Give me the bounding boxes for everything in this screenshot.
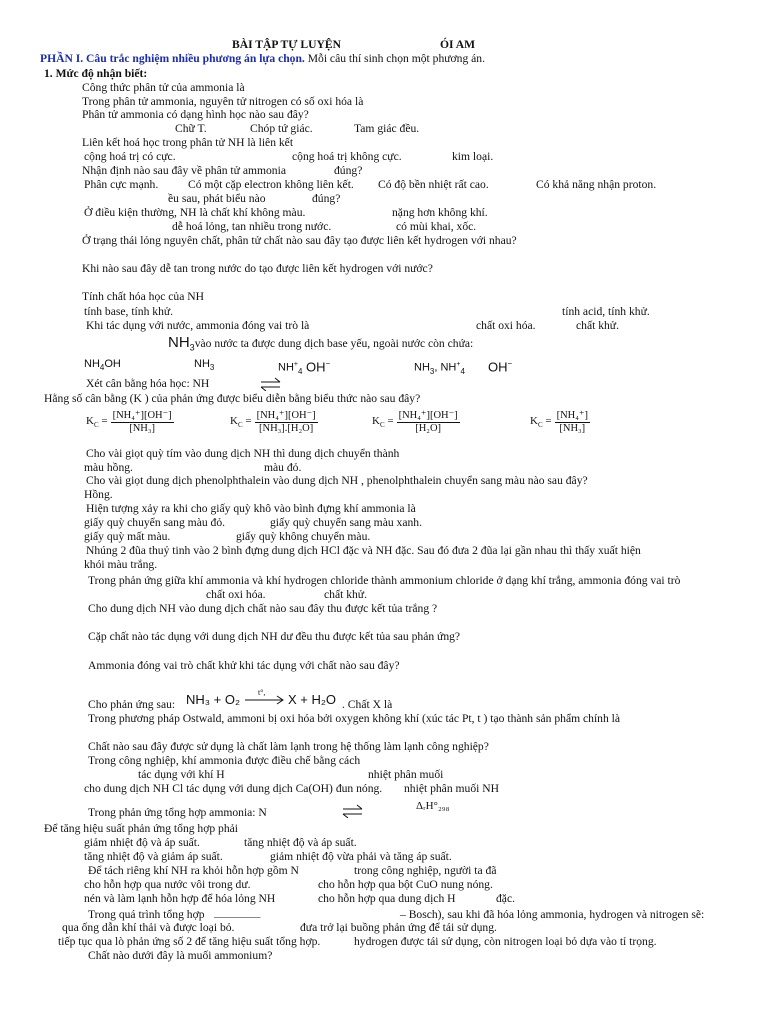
opt-f-sup: − (507, 359, 513, 368)
q25-opt-b: nhiệt phân muối (368, 768, 444, 781)
q21: Ammonia đóng vai trò chất khử khi tác dụng với chất nào sau đây? (88, 659, 400, 672)
q29-opt-c: tiếp tục qua lò phản ứng số 2 để tăng hiệu suất tổng hợp. (58, 935, 321, 948)
reaction-arrow-icon (244, 694, 286, 706)
q16-opt-d: giấy quỳ không chuyển màu. (236, 530, 371, 543)
q29-cont: – Bosch), sau khi đã hóa lỏng ammonia, hydrogen và nitrogen sẽ: (400, 908, 705, 921)
q11 (168, 336, 473, 354)
q5-opt-d: Có khả năng nhận proton. (536, 178, 657, 191)
q26: Trong phản ứng tổng hợp ammonia: N (88, 806, 267, 819)
q29-opt-d: hydrogen được tái sử dụng, còn nitrogen loại bỏ dựa vào tỉ trọng. (354, 935, 657, 948)
q11-opt-f (488, 357, 512, 373)
kc-k: K (230, 415, 238, 428)
opt-c-sub: 4 (297, 366, 303, 376)
q19: Cho dung dịch NH vào dung dịch chất nào sau đây thu được kết tủa trắng ? (88, 602, 438, 615)
q14-opt-a: màu hồng. (84, 461, 133, 474)
title-left: BÀI TẬP TỰ LUYỆN (232, 38, 341, 51)
q18: Trong phản ứng giữa khí ammonia và khí hydrogen chloride thành ammonium chloride ở dạng khí trắng, ammonia đóng vai trò (88, 574, 681, 587)
opt-a-oh: OH (104, 358, 121, 370)
nh3-sub: 3 (189, 342, 195, 353)
kc-sub: C (537, 421, 543, 430)
q14-opt-b: màu đỏ. (264, 461, 302, 474)
q27-opt-b: tăng nhiệt độ và áp suất. (244, 836, 357, 849)
q4-opt-c: kim loại. (452, 150, 494, 163)
q25-opt-c: cho dung dịch NH Cl tác dụng với dung dịch Ca(OH) đun nóng. (84, 782, 383, 795)
section-tail: Mỗi câu thí sinh chọn một phương án. (304, 52, 485, 65)
q27-opt-a: giảm nhiệt độ và áp suất. (84, 836, 200, 849)
section-head: PHẦN I. Câu trắc nghiệm nhiều phương án lựa chọn. (40, 52, 305, 65)
frac-a-num: [NH₄⁺][OH⁻] (112, 410, 172, 421)
frac-d-num: [NH₄⁺] (556, 410, 588, 421)
opt-e-sub2: 4 (460, 366, 465, 376)
opt-d-oh: OH (306, 359, 326, 375)
q28-opt-b: cho hỗn hợp qua bột CuO nung nóng. (318, 878, 493, 891)
q11-opt-e (414, 358, 465, 378)
q3: Phân tử ammonia có dạng hình học nào sau đây? (82, 108, 309, 121)
q25: Trong công nghiệp, khí ammonia được điều chế bằng cách (88, 754, 361, 767)
q29: Trong quá trình tổng hợp (88, 908, 205, 921)
kc-label: $K_C$ = (530, 415, 552, 430)
kc-option-a (86, 410, 174, 435)
nh3-formula: NH (168, 334, 190, 351)
q5-end: đúng? (334, 164, 363, 177)
q15: Cho vài giọt dung dịch phenolphthalein vào dung dịch NH , phenolphthalein chuyển sang màu nào sau đây? (86, 474, 588, 487)
opt-e-comma: , NH (434, 361, 457, 374)
q29-opt-a: qua ống dẫn khí thải và được loại bỏ. (62, 921, 235, 934)
q17: Nhúng 2 đũa thuỷ tinh vào 2 bình đựng dung dịch HCl đặc và NH đặc. Sau đó đưa 2 đũa lại gần nhau thì thấy xuất hiện (86, 544, 641, 557)
q3-opt-a: Chữ T. (175, 122, 207, 135)
q1: Công thức phân tử của ammonia là (82, 81, 245, 94)
opt-a-sub: 4 (99, 363, 105, 373)
q18-opt-a: chất oxi hóa. (206, 588, 266, 601)
q9: Tính chất hóa học của NH (82, 290, 205, 303)
q28: Để tách riêng khí NH ra khỏi hỗn hợp gồm N (88, 864, 299, 877)
q20: Cặp chất nào tác dụng với dung dịch NH dư đều thu được kết tủa sau phản ứng? (88, 630, 461, 643)
q10-opt-a: chất oxi hóa. (476, 319, 536, 332)
frac-b-num: [NH₄⁺][OH⁻] (256, 410, 316, 421)
q26-enthalpy: ΔᵣH°₂₉₈ (416, 800, 450, 812)
q11-opt-b (194, 358, 214, 374)
q12: Xét cân bằng hóa học: NH (86, 377, 210, 390)
q22-end: . Chất X là (342, 698, 393, 711)
opt-c-sup: + (293, 361, 298, 368)
q7: Ở trạng thái lỏng nguyên chất, phân tử chất nào sau đây tạo được liên kết hydrogen với nhau? (82, 234, 517, 247)
q4: Liên kết hoá học trong phân tử NH là liên kết (82, 136, 294, 149)
frac-a-den: [NH₃] (129, 423, 156, 434)
q27: Để tăng hiệu suất phản ứng tổng hợp phải (44, 822, 239, 835)
q27-opt-c: tăng nhiệt độ và giảm áp suất. (84, 850, 223, 863)
opt-b-nh: NH (194, 358, 210, 370)
opt-d-sup: − (325, 359, 331, 368)
q23: Trong phương pháp Ostwald, ammoni bị oxi hóa bởi oxygen không khí (xúc tác Pt, t ) tạo thành sản phẩm chính là (88, 712, 621, 725)
q5: Nhận định nào sau đây về phân tử ammonia (82, 164, 286, 177)
q28-cont: trong công nghiệp, người ta đã (354, 864, 497, 877)
q5-opt-b: Có một cặp electron không liên kết. (188, 178, 354, 191)
frac-b-den: [NH₃].[H₂O] (258, 423, 314, 434)
q6-opt-d: có mùi khai, xốc. (396, 220, 477, 233)
q16-opt-c: giấy quỳ mất màu. (84, 530, 171, 543)
q24: Chất nào sau đây được sử dụng là chất làm lạnh trong hệ thống làm lạnh công nghiệp? (88, 740, 489, 753)
q5-opt-c: Có độ bền nhiệt rất cao. (378, 178, 489, 191)
q16-opt-b: giấy quỳ chuyển sang màu xanh. (270, 516, 422, 529)
q9-opt-b: tính acid, tính khử. (562, 305, 650, 318)
level-heading: 1. Mức độ nhận biết: (44, 67, 148, 80)
kc-k: K (530, 415, 538, 428)
q11-text: vào nước ta được dung dịch base yếu, ngoài nước còn chứa: (194, 337, 474, 350)
q2: Trong phân tử ammonia, nguyên tử nitrogen có số oxi hóa là (82, 95, 364, 108)
equilibrium-arrow-icon (342, 804, 364, 818)
q29-opt-b: đưa trở lại buồng phản ứng để tái sử dụng. (300, 921, 497, 934)
q6-end: đúng? (312, 192, 341, 205)
frac-c-num: [NH₄⁺][OH⁻] (398, 410, 458, 421)
q28-opt-d: cho hỗn hợp qua dung dịch H (318, 892, 456, 905)
q11-opt-c (278, 358, 302, 378)
q27-opt-d: giảm nhiệt độ vừa phải và tăng áp suất. (270, 850, 452, 863)
q5-opt-a: Phân cực mạnh. (84, 178, 159, 191)
q3-opt-b: Chóp tứ giác. (250, 122, 313, 135)
q22-reactants: NH₃ + O₂ (186, 692, 241, 707)
q10: Khi tác dụng với nước, ammonia đóng vai trò là (86, 319, 310, 332)
opt-f-oh: OH (488, 359, 508, 375)
q6-opt-b: nặng hơn không khí. (392, 206, 488, 219)
opt-c-nh: NH (278, 361, 294, 374)
equilibrium-arrow-icon (260, 377, 282, 391)
kc-option-d (530, 410, 590, 435)
q18-opt-b: chất khử. (324, 588, 367, 601)
q29-blank: ________ (214, 906, 261, 919)
kc-k: K (372, 415, 380, 428)
q13: Hằng số cân bằng (K ) của phản ứng được biểu diễn bằng biểu thức nào sau đây? (44, 392, 421, 405)
q16: Hiện tượng xảy ra khi cho giấy quỳ khô vào bình đựng khí ammonia là (86, 502, 416, 515)
kc-option-c (372, 410, 460, 435)
opt-b-sub: 3 (209, 363, 215, 373)
kc-label: $K_C$ = (372, 415, 394, 430)
q28-opt-d-end: đặc. (496, 892, 515, 905)
q4-opt-b: cộng hoá trị không cực. (292, 150, 402, 163)
q22: Cho phản ứng sau: (88, 698, 176, 711)
q8: Khi nào sau đây dễ tan trong nước do tạo được liên kết hydrogen với nước? (82, 262, 433, 275)
q17-opt-a: khói màu trắng. (84, 558, 158, 571)
q6: ều sau, phát biểu nào (168, 192, 266, 205)
q22-products: X + H₂O (288, 692, 337, 707)
opt-e-sub: 3 (429, 366, 435, 376)
kc-label: $K_C$ = (230, 415, 252, 430)
title-right: ÓI AM (440, 38, 476, 51)
frac-d-den: [NH₃] (559, 423, 586, 434)
q30: Chất nào dưới đây là muối ammonium? (88, 949, 273, 962)
frac-c-den: [H₂O] (415, 423, 442, 434)
q25-opt-a: tác dụng với khí H (138, 768, 225, 781)
q11-opt-d (306, 357, 330, 373)
kc-k: K (86, 415, 94, 428)
opt-a-nh: NH (84, 358, 100, 370)
q28-opt-a: cho hỗn hợp qua nước vôi trong dư. (84, 878, 251, 891)
q14: Cho vài giọt quỳ tím vào dung dịch NH thì dung dịch chuyển thành (86, 447, 400, 460)
q15-opt-a: Hồng. (84, 488, 113, 501)
kc-sub: C (237, 421, 243, 430)
opt-e-nh: NH (414, 361, 430, 374)
section-heading (40, 52, 485, 65)
q6-opt-c: dễ hoá lỏng, tan nhiều trong nước. (172, 220, 332, 233)
kc-option-b (230, 410, 318, 435)
q3-opt-c: Tam giác đều. (354, 122, 420, 135)
q9-opt-a: tính base, tính khử. (84, 305, 174, 318)
opt-e-sup: + (456, 361, 461, 368)
q10-opt-b: chất khử. (576, 319, 619, 332)
kc-sub: C (93, 421, 99, 430)
kc-label: $K_C$ = (86, 415, 108, 430)
q25-opt-d: nhiệt phân muối NH (404, 782, 499, 795)
q4-opt-a: cộng hoá trị có cực. (84, 150, 176, 163)
kc-sub: C (379, 421, 385, 430)
q6-opt-a: Ở điều kiện thường, NH là chất khí không màu. (84, 206, 306, 219)
q28-opt-c: nén và làm lạnh hỗn hợp để hóa lỏng NH (84, 892, 276, 905)
q22-condition: t°, (258, 688, 266, 697)
q11-opt-a (84, 358, 121, 374)
q16-opt-a: giấy quỳ chuyển sang màu đỏ. (84, 516, 226, 529)
